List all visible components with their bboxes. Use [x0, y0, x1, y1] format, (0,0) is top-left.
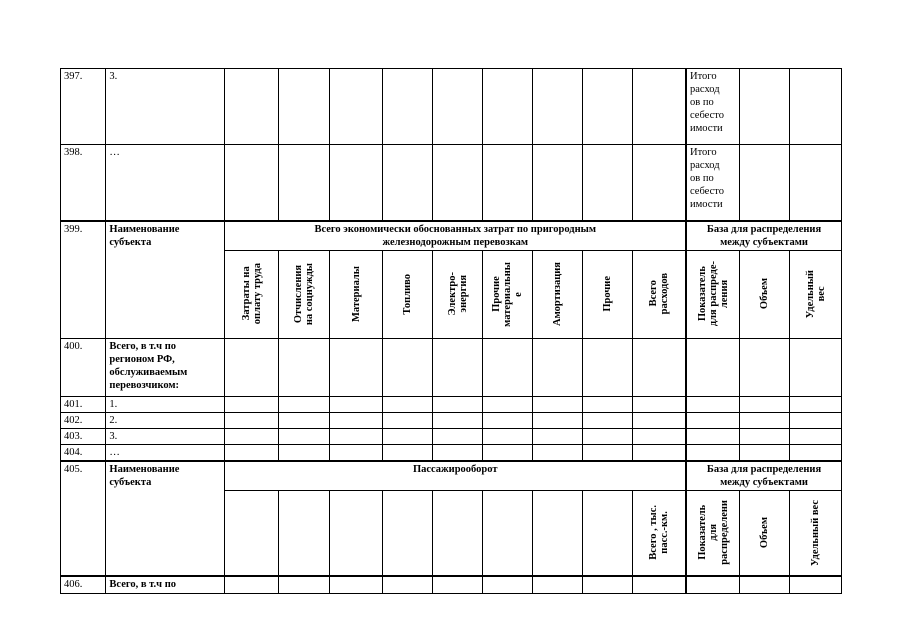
subject-name-header: Наименование субъекта [106, 221, 225, 339]
col-header-share: Удельный вес [790, 250, 842, 338]
col-header-total-costs: Всего расходов [633, 250, 686, 338]
col-header-indicator: Показатель для распределени [686, 490, 739, 576]
distribution-base-header: База для распределения между субъектами [686, 221, 841, 251]
row-number: 402. [61, 412, 106, 428]
table-row [61, 69, 842, 145]
row-number: 400. [61, 338, 106, 396]
table-row [61, 221, 842, 251]
row-name: 1. [106, 396, 225, 412]
row-name: 2. [106, 412, 225, 428]
table-row [61, 396, 842, 412]
base-cell: Итого расход ов по себесто имости [686, 145, 739, 221]
col-header-share: Удельный вес [790, 490, 842, 576]
row-name: Всего, в т.ч по регионом РФ, обслуживаемым перевозчиком: [106, 338, 225, 396]
row-name: … [106, 444, 225, 461]
row-number: 405. [61, 461, 106, 577]
subject-name-header: Наименование субъекта [106, 461, 225, 577]
table-row [61, 428, 842, 444]
col-header-electricity: Электро- энергия [433, 250, 482, 338]
row-name: … [106, 145, 225, 221]
row-number: 404. [61, 444, 106, 461]
col-header-labor: Затраты на оплату труда [225, 250, 278, 338]
col-header-indicator: Показатель для распреде- ления [686, 250, 739, 338]
cost-group-header: Всего экономически обоснованных затрат по пригородным железнодорожным перевозкам [225, 221, 686, 251]
table-row [61, 145, 842, 221]
col-header-materials: Материалы [330, 250, 382, 338]
row-number: 406. [61, 576, 106, 593]
row-number: 403. [61, 428, 106, 444]
table-row [61, 576, 842, 593]
distribution-base-header: База для распределения между субъектами [686, 461, 841, 491]
report-table-sheet [60, 68, 842, 594]
col-header-volume: Объем [739, 490, 789, 576]
table-row [61, 444, 842, 461]
row-number: 397. [61, 69, 106, 145]
col-header-social: Отчисления на соцнужды [278, 250, 329, 338]
table-row [61, 461, 842, 491]
col-header-fuel: Топливо [382, 250, 432, 338]
col-header-other: Прочие [582, 250, 632, 338]
table-row [61, 338, 842, 396]
report-table [60, 68, 842, 594]
table-row [61, 412, 842, 428]
row-name: 3. [106, 428, 225, 444]
col-header-depreciation: Амортизация [533, 250, 582, 338]
row-name: Всего, в т.ч по [106, 576, 225, 593]
row-number: 399. [61, 221, 106, 339]
row-name: 3. [106, 69, 225, 145]
col-header-total-pass-km: Всего , тыс. пасс.-км. [633, 490, 686, 576]
col-header-volume: Объем [739, 250, 789, 338]
base-cell: Итого расход ов по себесто имости [686, 69, 739, 145]
col-header-other-materials: Прочие материальны е [482, 250, 532, 338]
passenger-turnover-header: Пассажирооборот [225, 461, 686, 491]
row-number: 398. [61, 145, 106, 221]
row-number: 401. [61, 396, 106, 412]
